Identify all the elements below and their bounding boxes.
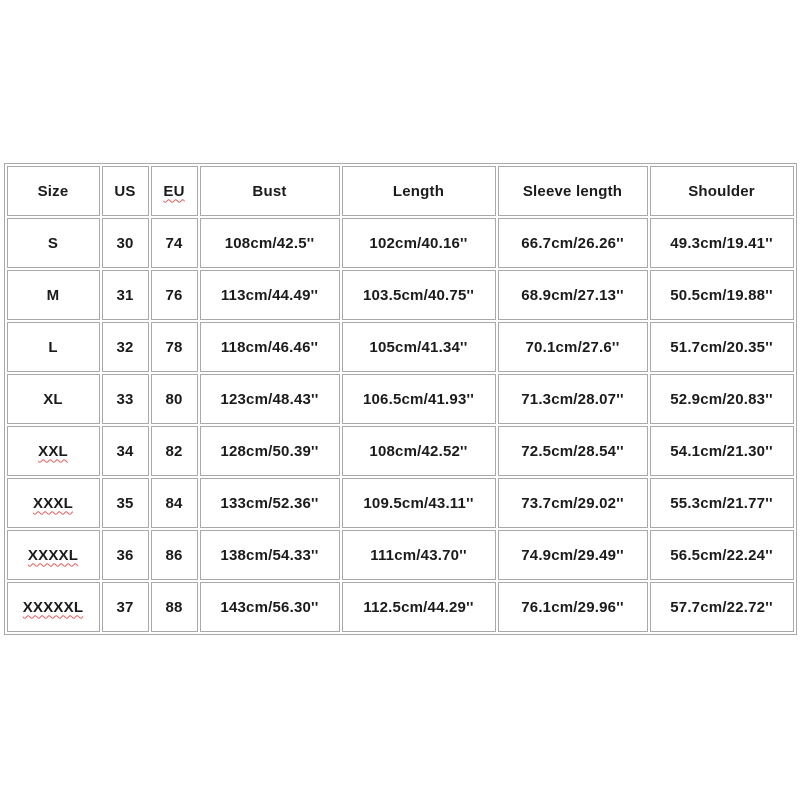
table-row-s xyxy=(7,218,794,268)
cell-sleeve-length xyxy=(498,270,648,320)
cell-value: 49.3cm/19.41'' xyxy=(670,234,773,252)
cell-shoulder xyxy=(650,270,794,320)
cell-value: XXXXXL xyxy=(22,598,84,616)
cell-value: 74.9cm/29.49'' xyxy=(521,546,624,564)
cell-length xyxy=(342,218,496,268)
cell-value: XXL xyxy=(38,442,68,460)
cell-us xyxy=(102,270,149,320)
cell-us xyxy=(102,218,149,268)
cell-value: 50.5cm/19.88'' xyxy=(670,286,773,304)
table-row-xxxxxl xyxy=(7,582,794,632)
cell-size xyxy=(7,322,100,372)
cell-value: XXXXL xyxy=(27,546,79,564)
cell-value: 128cm/50.39'' xyxy=(220,442,319,460)
cell-bust xyxy=(200,478,340,528)
cell-bust xyxy=(200,530,340,580)
cell-value: L xyxy=(48,338,58,356)
cell-value: XXXL xyxy=(33,494,73,512)
cell-eu xyxy=(151,374,198,424)
cell-eu xyxy=(151,270,198,320)
cell-value: 33 xyxy=(116,390,134,408)
cell-value: 108cm/42.52'' xyxy=(369,442,468,460)
cell-value: 88 xyxy=(165,598,183,616)
cell-us xyxy=(102,478,149,528)
cell-size xyxy=(7,530,100,580)
cell-value: 78 xyxy=(165,338,183,356)
cell-sleeve-length xyxy=(498,218,648,268)
cell-sleeve-length xyxy=(498,374,648,424)
cell-eu xyxy=(151,530,198,580)
cell-eu xyxy=(151,582,198,632)
cell-value: 84 xyxy=(165,494,183,512)
cell-bust xyxy=(200,218,340,268)
header-row xyxy=(7,166,794,216)
cell-value: 71.3cm/28.07'' xyxy=(521,390,624,408)
table-row-xxl xyxy=(7,426,794,476)
column-header-label: US xyxy=(114,182,136,200)
cell-length xyxy=(342,270,496,320)
table-row-l xyxy=(7,322,794,372)
cell-value: 73.7cm/29.02'' xyxy=(521,494,624,512)
cell-value: 34 xyxy=(116,442,134,460)
cell-value: 30 xyxy=(116,234,134,252)
cell-sleeve-length xyxy=(498,582,648,632)
cell-shoulder xyxy=(650,582,794,632)
cell-eu xyxy=(151,322,198,372)
cell-value: 106.5cm/41.93'' xyxy=(362,390,475,408)
cell-value: 138cm/54.33'' xyxy=(220,546,319,564)
cell-value: 80 xyxy=(165,390,183,408)
cell-value: 31 xyxy=(116,286,134,304)
cell-value: 76.1cm/29.96'' xyxy=(521,598,624,616)
column-header-length xyxy=(342,166,496,216)
cell-value: 108cm/42.5'' xyxy=(224,234,315,252)
cell-shoulder xyxy=(650,218,794,268)
column-header-sleeve-length xyxy=(498,166,648,216)
cell-value: 52.9cm/20.83'' xyxy=(670,390,773,408)
cell-value: 54.1cm/21.30'' xyxy=(670,442,773,460)
table-row-xxxl xyxy=(7,478,794,528)
cell-bust xyxy=(200,374,340,424)
table-row-xxxxl xyxy=(7,530,794,580)
cell-length xyxy=(342,322,496,372)
cell-value: S xyxy=(47,234,59,252)
cell-value: 118cm/46.46'' xyxy=(220,338,319,356)
cell-us xyxy=(102,322,149,372)
cell-value: 86 xyxy=(165,546,183,564)
cell-value: 32 xyxy=(116,338,134,356)
cell-value: 133cm/52.36'' xyxy=(220,494,319,512)
cell-eu xyxy=(151,426,198,476)
table-row-xl xyxy=(7,374,794,424)
column-header-size xyxy=(7,166,100,216)
cell-size xyxy=(7,270,100,320)
cell-value: 143cm/56.30'' xyxy=(220,598,319,616)
column-header-label: Sleeve length xyxy=(522,182,623,200)
column-header-label: EU xyxy=(163,182,185,200)
cell-value: 68.9cm/27.13'' xyxy=(521,286,624,304)
cell-value: 57.7cm/22.72'' xyxy=(670,598,773,616)
column-header-eu xyxy=(151,166,198,216)
cell-size xyxy=(7,426,100,476)
cell-length xyxy=(342,478,496,528)
cell-sleeve-length xyxy=(498,426,648,476)
cell-value: M xyxy=(46,286,60,304)
cell-size xyxy=(7,374,100,424)
cell-size xyxy=(7,218,100,268)
cell-value: 37 xyxy=(116,598,134,616)
cell-shoulder xyxy=(650,530,794,580)
cell-shoulder xyxy=(650,374,794,424)
cell-length xyxy=(342,374,496,424)
cell-us xyxy=(102,374,149,424)
column-header-label: Size xyxy=(37,182,69,200)
cell-value: 51.7cm/20.35'' xyxy=(670,338,773,356)
cell-length xyxy=(342,426,496,476)
cell-value: 102cm/40.16'' xyxy=(369,234,468,252)
cell-shoulder xyxy=(650,478,794,528)
column-header-label: Shoulder xyxy=(688,182,755,200)
cell-length xyxy=(342,582,496,632)
column-header-bust xyxy=(200,166,340,216)
size-chart-table xyxy=(4,163,797,635)
cell-eu xyxy=(151,218,198,268)
cell-value: 105cm/41.34'' xyxy=(369,338,468,356)
column-header-shoulder xyxy=(650,166,794,216)
size-chart-header xyxy=(7,166,794,216)
cell-value: 113cm/44.49'' xyxy=(220,286,319,304)
cell-bust xyxy=(200,270,340,320)
cell-us xyxy=(102,582,149,632)
cell-value: 109.5cm/43.11'' xyxy=(363,494,474,512)
cell-length xyxy=(342,530,496,580)
cell-value: 82 xyxy=(165,442,183,460)
cell-size xyxy=(7,582,100,632)
cell-eu xyxy=(151,478,198,528)
cell-value: 35 xyxy=(116,494,134,512)
cell-value: 70.1cm/27.6'' xyxy=(525,338,620,356)
cell-value: 55.3cm/21.77'' xyxy=(670,494,773,512)
cell-value: 66.7cm/26.26'' xyxy=(521,234,624,252)
cell-shoulder xyxy=(650,426,794,476)
cell-us xyxy=(102,426,149,476)
cell-value: 36 xyxy=(116,546,134,564)
cell-sleeve-length xyxy=(498,530,648,580)
cell-bust xyxy=(200,582,340,632)
cell-value: 56.5cm/22.24'' xyxy=(670,546,773,564)
cell-shoulder xyxy=(650,322,794,372)
table-row-m xyxy=(7,270,794,320)
column-header-us xyxy=(102,166,149,216)
cell-value: XL xyxy=(43,390,63,408)
cell-value: 103.5cm/40.75'' xyxy=(362,286,475,304)
cell-value: 74 xyxy=(165,234,183,252)
size-chart-body xyxy=(7,218,794,632)
cell-size xyxy=(7,478,100,528)
cell-us xyxy=(102,530,149,580)
cell-bust xyxy=(200,322,340,372)
cell-value: 72.5cm/28.54'' xyxy=(521,442,624,460)
cell-bust xyxy=(200,426,340,476)
cell-value: 76 xyxy=(165,286,183,304)
column-header-label: Length xyxy=(392,182,445,200)
column-header-label: Bust xyxy=(252,182,287,200)
cell-sleeve-length xyxy=(498,478,648,528)
cell-value: 123cm/48.43'' xyxy=(220,390,319,408)
cell-value: 112.5cm/44.29'' xyxy=(363,598,474,616)
cell-value: 111cm/43.70'' xyxy=(370,546,467,564)
cell-sleeve-length xyxy=(498,322,648,372)
